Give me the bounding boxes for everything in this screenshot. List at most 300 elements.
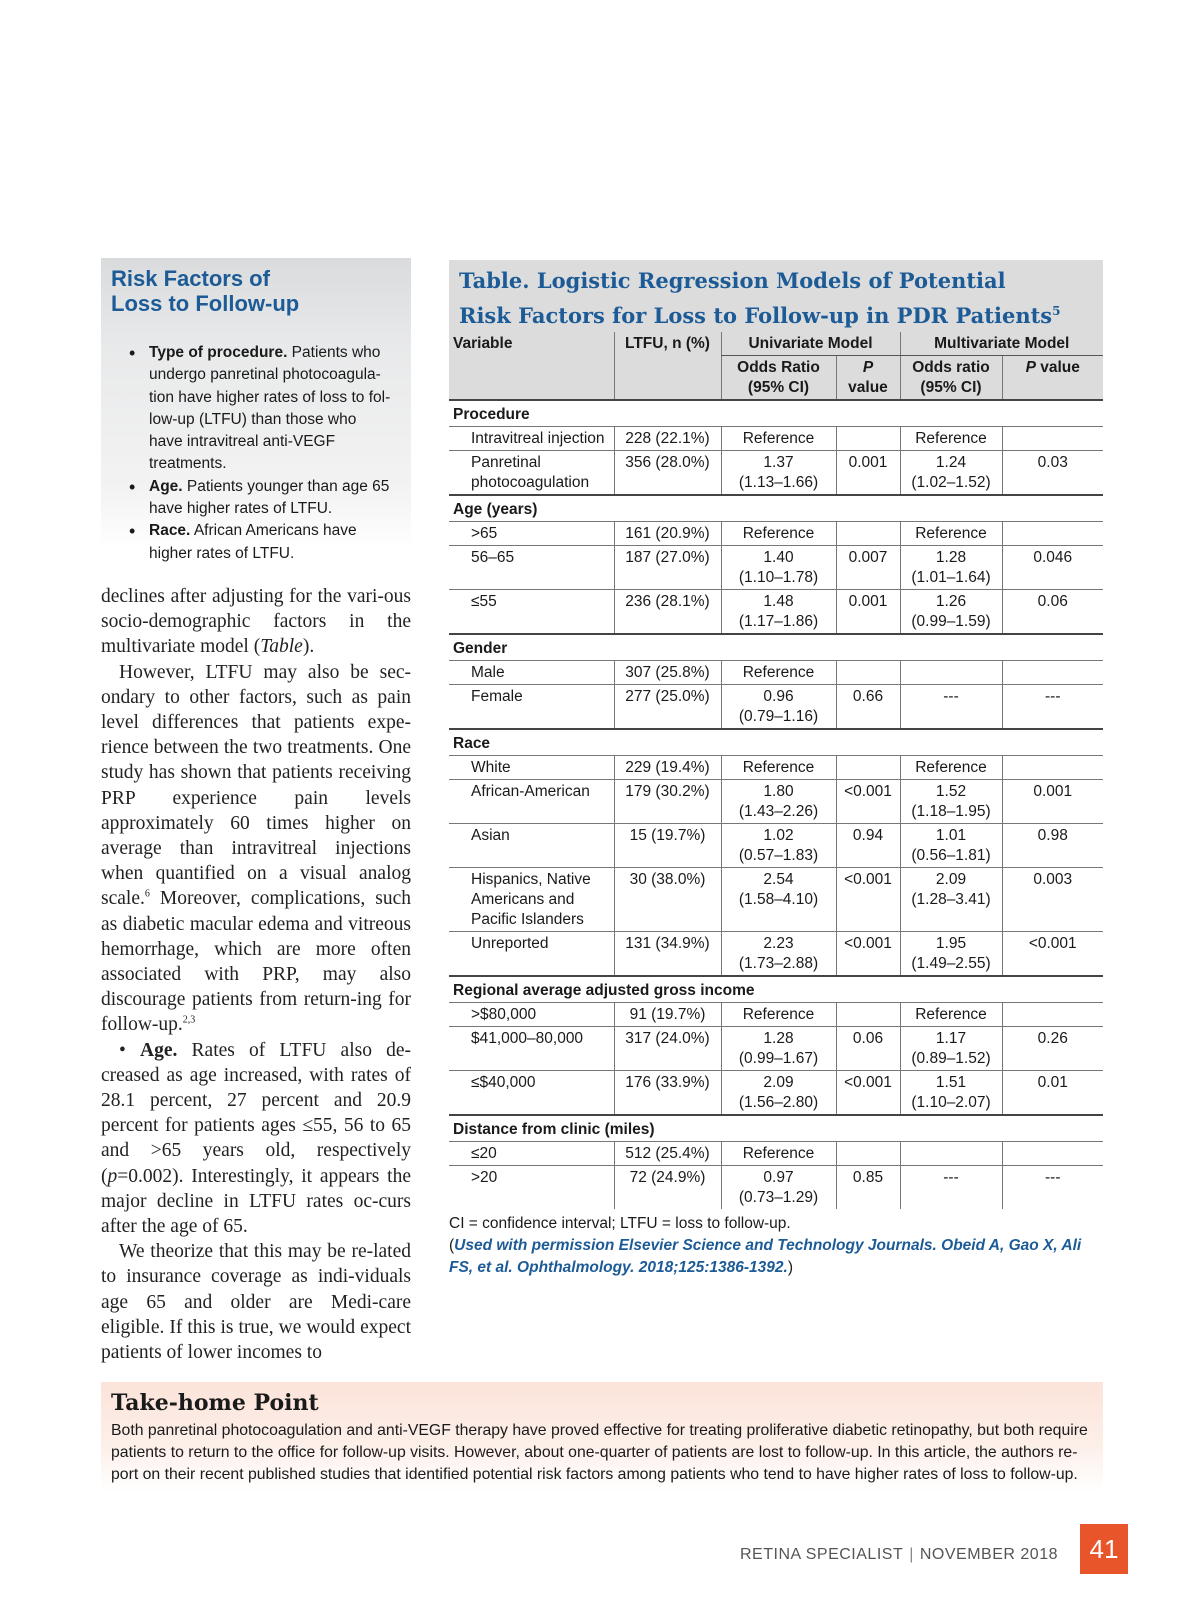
cell-p-univariate-text: 0.06 (852, 1030, 884, 1047)
cell-variable-text: Asian (471, 827, 510, 844)
cell-p-univariate-text: 0.007 (848, 549, 888, 566)
cell-odds-ratio-univariate-text: (0.57–1.83) (738, 847, 819, 864)
paragraph (101, 660, 411, 1038)
cell-p-univariate-text: 0.001 (848, 454, 888, 471)
cell-ltfu (614, 427, 721, 451)
header-text: (95% CI) (920, 379, 982, 396)
cell-p-multivariate (1002, 546, 1103, 590)
cell-odds-ratio-multivariate (900, 546, 1002, 590)
table-row (449, 824, 1103, 868)
cell-odds-ratio-multivariate-text: (0.56–1.81) (911, 847, 991, 864)
sidebar-item (129, 520, 391, 565)
cell-p-univariate (836, 756, 900, 780)
cell-p-multivariate (1002, 824, 1103, 868)
cell-odds-ratio-multivariate (900, 868, 1002, 932)
cell-odds-ratio-univariate (721, 661, 836, 685)
cell-p-univariate-text: 0.85 (852, 1169, 884, 1186)
cell-odds-ratio-univariate-text: 0.96 (763, 688, 794, 705)
text-run: However, LTFU may also be sec-ondary to other factors, such as pain level differences that patients expe-rience between the two treatments. One study has shown that patients receiving PRP experience pain levels approximately 60 times higher on average than intravitreal injections when quantified on a visual analog scale. (101, 661, 411, 910)
cell-odds-ratio-univariate (721, 1071, 836, 1116)
cell-odds-ratio-univariate (721, 590, 836, 635)
cell-odds-ratio-univariate-text: 1.02 (763, 827, 794, 844)
cell-odds-ratio-multivariate-text: 1.26 (935, 593, 967, 610)
cell-p-multivariate-text: --- (1045, 1169, 1061, 1186)
table-citation (449, 1235, 1103, 1279)
header-p-univariate (836, 356, 900, 401)
paragraph (101, 1038, 411, 1240)
header-text: (95% CI) (747, 379, 810, 396)
cell-p-univariate-text: <0.001 (844, 871, 892, 888)
table-row (449, 546, 1103, 590)
cell-odds-ratio-univariate-text: (1.58–4.10) (738, 891, 819, 908)
cell-odds-ratio-univariate-text: 1.80 (763, 783, 794, 800)
cell-p-univariate (836, 824, 900, 868)
cell-variable (449, 756, 614, 780)
cell-odds-ratio-multivariate (900, 1071, 1002, 1116)
sidebar-item-text: Patients younger than age 65 have higher rates of LTFU. (149, 477, 390, 518)
cell-variable-text: White (471, 759, 511, 776)
cell-variable-text: Male (471, 664, 505, 681)
cell-variable-text: Unreported (471, 935, 549, 952)
cell-odds-ratio-univariate (721, 756, 836, 780)
sidebar-item-heading: Age. (149, 477, 183, 495)
cell-odds-ratio-univariate-text: Reference (742, 664, 815, 681)
cell-variable-text: >20 (471, 1169, 498, 1186)
cell-ltfu (614, 780, 721, 824)
cell-ltfu (614, 932, 721, 977)
cell-p-multivariate-text: 0.03 (1037, 454, 1068, 471)
cell-odds-ratio-univariate-text: 1.37 (763, 454, 794, 471)
cell-p-multivariate-text: 0.001 (1033, 783, 1073, 800)
table-body (449, 400, 1103, 1209)
cell-odds-ratio-multivariate-text: (1.10–2.07) (911, 1094, 991, 1111)
page-footer (740, 1532, 1058, 1577)
cell-ltfu (614, 824, 721, 868)
cell-p-multivariate (1002, 522, 1103, 546)
cell-ltfu-text: 228 (22.1%) (625, 430, 710, 447)
cell-p-univariate (836, 451, 900, 496)
take-home-text: Both panretinal photocoagulation and anti-VEGF therapy have proved effective for treating proliferative diabetic retinopathy, but both require patients to return to the office for follow-up visits. However, about one-quarter of patients are lost to follow-up. In this article, the authors re-port on their recent published studies that identified potential risk factors among patients who tend to have higher rates of loss to follow-up. (111, 1422, 1088, 1483)
cell-p-multivariate (1002, 685, 1103, 730)
table-row (449, 756, 1103, 780)
cell-odds-ratio-multivariate-text: 2.09 (935, 871, 967, 888)
table-section-row (449, 729, 1103, 756)
cell-odds-ratio-univariate (721, 451, 836, 496)
table-row (449, 590, 1103, 635)
cell-p-univariate (836, 1166, 900, 1210)
cell-variable (449, 780, 614, 824)
cell-variable (449, 590, 614, 635)
table-title-line1: Table. Logistic Regression Models of Potential (459, 268, 1006, 293)
section-heading: Procedure (449, 400, 1103, 427)
cell-variable (449, 522, 614, 546)
table-section-row (449, 976, 1103, 1003)
cell-p-multivariate (1002, 1142, 1103, 1166)
section-heading: Race (449, 729, 1103, 756)
cell-ltfu-text: 317 (24.0%) (625, 1030, 710, 1047)
cell-odds-ratio-univariate (721, 1142, 836, 1166)
cell-variable (449, 1071, 614, 1116)
cell-p-univariate-text: 0.94 (852, 827, 884, 844)
cell-odds-ratio-univariate-text: 2.54 (763, 871, 794, 888)
cell-variable-text: ≤20 (471, 1145, 497, 1162)
cell-odds-ratio-univariate (721, 685, 836, 730)
sidebar-item (129, 476, 391, 521)
cell-p-multivariate-text: 0.06 (1037, 593, 1068, 610)
cell-odds-ratio-multivariate-text: --- (943, 688, 959, 705)
cell-ltfu-text: 187 (27.0%) (625, 549, 710, 566)
cell-odds-ratio-multivariate-text: --- (943, 1169, 959, 1186)
cell-ltfu (614, 685, 721, 730)
table-row (449, 1027, 1103, 1071)
cell-ltfu (614, 522, 721, 546)
cell-ltfu-text: 15 (19.7%) (629, 827, 706, 844)
cell-ltfu (614, 546, 721, 590)
cell-p-multivariate (1002, 661, 1103, 685)
table-row (449, 780, 1103, 824)
table-title-line2: Risk Factors for Loss to Follow-up in PDR Patients (459, 303, 1053, 328)
cell-odds-ratio-univariate-text: Reference (742, 1145, 815, 1162)
citation-text: Used with permission Elsevier Science and Technology Journals. Obeid A, Gao X, Ali FS, et al. Ophthalmology. 2018;125:1386-1392. (449, 1237, 1082, 1276)
cell-variable (449, 546, 614, 590)
cell-odds-ratio-multivariate (900, 1142, 1002, 1166)
cell-p-univariate (836, 932, 900, 977)
table-row (449, 522, 1103, 546)
paragraph (101, 584, 411, 660)
cell-ltfu-text: 91 (19.7%) (629, 1006, 706, 1023)
section-heading: Age (years) (449, 495, 1103, 522)
cell-p-multivariate-text: 0.26 (1037, 1030, 1068, 1047)
cell-p-univariate (836, 427, 900, 451)
text-heading: Age. (140, 1039, 178, 1061)
cell-odds-ratio-multivariate-text: 1.51 (935, 1074, 967, 1091)
cell-odds-ratio-multivariate-text: 1.24 (935, 454, 967, 471)
cell-odds-ratio-multivariate-text: (1.01–1.64) (911, 569, 991, 586)
cell-odds-ratio-multivariate (900, 824, 1002, 868)
cell-p-multivariate-text: 0.046 (1033, 549, 1073, 566)
cell-p-multivariate (1002, 1166, 1103, 1210)
cell-p-univariate-text: <0.001 (844, 783, 892, 800)
table-section-row (449, 634, 1103, 661)
cell-odds-ratio-multivariate-text: (0.99–1.59) (911, 613, 991, 630)
cell-ltfu (614, 1071, 721, 1116)
table-row (449, 685, 1103, 730)
table-section-row (449, 495, 1103, 522)
cell-odds-ratio-multivariate-text: 1.01 (935, 827, 967, 844)
cell-odds-ratio-multivariate (900, 780, 1002, 824)
cell-odds-ratio-univariate (721, 824, 836, 868)
cell-p-multivariate-text: 0.003 (1033, 871, 1073, 888)
citation-superscript: 5 (1052, 304, 1061, 318)
table-row (449, 661, 1103, 685)
sidebar-title-line2: Loss to Follow-up (111, 291, 300, 316)
cell-p-multivariate (1002, 932, 1103, 977)
cell-p-univariate (836, 780, 900, 824)
cell-odds-ratio-multivariate (900, 451, 1002, 496)
header-text: value (848, 379, 888, 396)
cell-ltfu (614, 1166, 721, 1210)
cell-odds-ratio-multivariate (900, 522, 1002, 546)
cell-p-univariate (836, 590, 900, 635)
bullet: • (119, 1039, 140, 1061)
cell-ltfu (614, 1142, 721, 1166)
cell-p-univariate-text: 0.001 (848, 593, 888, 610)
table-row (449, 1003, 1103, 1027)
issue-date: NOVEMBER 2018 (919, 1546, 1058, 1563)
cell-ltfu (614, 1027, 721, 1071)
cell-odds-ratio-univariate-text: (1.13–1.66) (738, 474, 819, 491)
cell-variable-text: Panretinal photocoagulation (471, 454, 590, 491)
cell-p-univariate-text: <0.001 (844, 935, 892, 952)
cell-odds-ratio-univariate-text: (1.56–2.80) (738, 1094, 819, 1111)
cell-p-univariate (836, 868, 900, 932)
cell-variable (449, 685, 614, 730)
cell-odds-ratio-multivariate-text: 1.17 (935, 1030, 967, 1047)
cell-p-univariate (836, 685, 900, 730)
cell-p-univariate-text: <0.001 (844, 1074, 892, 1091)
page-number: 41 (1080, 1524, 1128, 1574)
take-home-box (101, 1382, 1103, 1492)
sidebar-item-heading: Type of procedure. (149, 344, 288, 361)
cell-odds-ratio-univariate-text: (1.73–2.88) (738, 955, 819, 972)
cell-variable-text: Hispanics, Native Americans and Pacific Islanders (471, 871, 591, 928)
cell-p-univariate (836, 522, 900, 546)
cell-variable-text: >$80,000 (471, 1006, 537, 1023)
cell-ltfu (614, 451, 721, 496)
cell-odds-ratio-univariate-text: 1.40 (763, 549, 794, 566)
cell-ltfu-text: 161 (20.9%) (625, 525, 710, 542)
cell-ltfu-text: 229 (19.4%) (625, 759, 710, 776)
sidebar-title (111, 266, 401, 316)
cell-variable (449, 868, 614, 932)
citation-superscript: 2,3 (182, 1014, 196, 1026)
cell-variable-text: >65 (471, 525, 498, 542)
paren: ) (787, 1259, 794, 1276)
cell-variable (449, 451, 614, 496)
cell-odds-ratio-multivariate (900, 932, 1002, 977)
cell-ltfu-text: 277 (25.0%) (625, 688, 710, 705)
header-text: P (1025, 359, 1036, 376)
cell-variable-text: Intravitreal injection (471, 430, 605, 447)
table-header-row (449, 332, 1103, 356)
cell-p-multivariate-text: 0.98 (1037, 827, 1068, 844)
sidebar-title-line1: Risk Factors of (111, 266, 270, 291)
cell-p-univariate (836, 1071, 900, 1116)
cell-variable (449, 1166, 614, 1210)
cell-odds-ratio-univariate (721, 427, 836, 451)
section-heading: Gender (449, 634, 1103, 661)
cell-odds-ratio-multivariate (900, 1166, 1002, 1210)
table-row (449, 451, 1103, 496)
cell-odds-ratio-univariate (721, 546, 836, 590)
header-ltfu: LTFU, n (%) (614, 332, 721, 400)
cell-p-multivariate (1002, 868, 1103, 932)
header-text: Odds ratio (912, 359, 990, 376)
cell-ltfu-text: 179 (30.2%) (625, 783, 710, 800)
cell-odds-ratio-univariate (721, 868, 836, 932)
cell-odds-ratio-univariate-text: 0.97 (763, 1169, 794, 1186)
header-odds-ratio-univariate (721, 356, 836, 401)
cell-odds-ratio-univariate (721, 1003, 836, 1027)
cell-odds-ratio-univariate (721, 932, 836, 977)
cell-p-multivariate (1002, 1071, 1103, 1116)
sidebar-item-text: African Americans have higher rates of LTFU. (149, 522, 357, 562)
header-odds-ratio-multivariate (900, 356, 1002, 401)
table-section-row (449, 1115, 1103, 1142)
cell-variable (449, 1142, 614, 1166)
cell-odds-ratio-univariate-text: 2.09 (763, 1074, 794, 1091)
header-variable: Variable (449, 332, 614, 400)
cell-ltfu-text: 236 (28.1%) (625, 593, 710, 610)
cell-odds-ratio-univariate (721, 780, 836, 824)
cell-p-multivariate (1002, 1003, 1103, 1027)
header-univariate: Univariate Model (721, 332, 900, 356)
cell-odds-ratio-multivariate-text: 1.52 (935, 783, 967, 800)
sidebar-box (101, 258, 411, 562)
p-symbol: p (107, 1165, 118, 1187)
cell-p-multivariate-text: 0.01 (1037, 1074, 1068, 1091)
text-run: Rates of LTFU also de-creased as age increased, with rates of 28.1 percent, 27 percent and 20.9 percent for patients ages ≤55, 56 to 65 and >65 years old, respectively ( (101, 1039, 412, 1187)
cell-ltfu-text: 512 (25.4%) (625, 1145, 710, 1162)
cell-odds-ratio-univariate-text: Reference (742, 759, 815, 776)
cell-ltfu-text: 307 (25.8%) (625, 664, 710, 681)
regression-table-figure (449, 260, 1103, 1279)
header-p-multivariate (1002, 356, 1103, 401)
cell-odds-ratio-multivariate-text: (1.49–2.55) (911, 955, 991, 972)
cell-odds-ratio-multivariate-text: Reference (915, 430, 987, 447)
regression-table (449, 332, 1103, 1209)
cell-odds-ratio-univariate-text: 2.23 (763, 935, 794, 952)
sidebar-item-heading: Race. (149, 522, 191, 540)
cell-p-multivariate (1002, 451, 1103, 496)
take-home-title: Take-home Point (111, 1390, 319, 1416)
cell-variable (449, 932, 614, 977)
citation-superscript: 6 (144, 888, 150, 900)
cell-odds-ratio-multivariate (900, 427, 1002, 451)
cell-ltfu-text: 356 (28.0%) (625, 454, 710, 471)
table-row (449, 1142, 1103, 1166)
cell-odds-ratio-multivariate-text: Reference (915, 525, 987, 542)
table-title-line2-wrap (459, 296, 1093, 331)
text-run: Moreover, complications, such as diabetic macular edema and vitreous hemorrhage, which are more often associated with PRP, may also discourage patients from return-ing for follow-up. (101, 888, 411, 1036)
cell-ltfu (614, 1003, 721, 1027)
cell-odds-ratio-univariate-text: (1.43–2.26) (738, 803, 819, 820)
text-run: declines after adjusting for the vari-ous socio-demographic factors in the multivariate model ( (101, 586, 411, 658)
cell-variable-text: African-American (471, 783, 590, 800)
cell-odds-ratio-multivariate-text: 1.28 (935, 549, 967, 566)
cell-p-univariate (836, 1027, 900, 1071)
section-heading: Distance from clinic (miles) (449, 1115, 1103, 1142)
header-text: P (862, 359, 874, 376)
cell-odds-ratio-multivariate (900, 756, 1002, 780)
table-row (449, 932, 1103, 977)
cell-variable-text: Female (471, 688, 523, 705)
cell-odds-ratio-multivariate (900, 685, 1002, 730)
cell-p-multivariate (1002, 756, 1103, 780)
cell-odds-ratio-univariate-text: (1.17–1.86) (738, 613, 819, 630)
text-run: ). (302, 636, 315, 658)
table-row (449, 1166, 1103, 1210)
cell-variable (449, 427, 614, 451)
header-multivariate: Multivariate Model (900, 332, 1103, 356)
publication-name: RETINA SPECIALIST (740, 1546, 904, 1563)
cell-odds-ratio-multivariate-text: Reference (915, 1006, 987, 1023)
cell-odds-ratio-multivariate-text: (1.28–3.41) (911, 891, 991, 908)
cell-odds-ratio-univariate-text: 1.28 (763, 1030, 794, 1047)
cell-ltfu-text: 176 (33.9%) (625, 1074, 710, 1091)
cell-odds-ratio-multivariate-text: 1.95 (935, 935, 967, 952)
cell-p-univariate (836, 1003, 900, 1027)
section-heading: Regional average adjusted gross income (449, 976, 1103, 1003)
cell-p-multivariate (1002, 590, 1103, 635)
cell-odds-ratio-univariate-text: Reference (742, 430, 815, 447)
cell-p-multivariate (1002, 780, 1103, 824)
cell-odds-ratio-multivariate (900, 590, 1002, 635)
cell-odds-ratio-multivariate (900, 661, 1002, 685)
cell-odds-ratio-univariate-text: (0.79–1.16) (738, 708, 819, 725)
footer-separator: | (909, 1546, 914, 1563)
table-footnote: CI = confidence interval; LTFU = loss to follow-up. (449, 1215, 791, 1232)
cell-p-univariate (836, 1142, 900, 1166)
cell-odds-ratio-multivariate-text: (1.18–1.95) (911, 803, 991, 820)
cell-odds-ratio-univariate-text: Reference (742, 525, 815, 542)
cell-ltfu-text: 131 (34.9%) (625, 935, 710, 952)
cell-odds-ratio-univariate (721, 522, 836, 546)
cell-ltfu (614, 756, 721, 780)
cell-odds-ratio-multivariate-text: (1.02–1.52) (911, 474, 991, 491)
cell-odds-ratio-univariate (721, 1027, 836, 1071)
cell-p-multivariate-text: --- (1045, 688, 1061, 705)
header-text: Odds Ratio (737, 359, 820, 376)
cell-p-multivariate (1002, 1027, 1103, 1071)
cell-odds-ratio-multivariate (900, 1027, 1002, 1071)
sidebar-item (129, 342, 391, 476)
cell-variable-text: $41,000–80,000 (471, 1030, 584, 1047)
cell-odds-ratio-multivariate-text: (0.89–1.52) (911, 1050, 991, 1067)
cell-odds-ratio-univariate-text: Reference (742, 1006, 815, 1023)
cell-p-univariate (836, 661, 900, 685)
paragraph: We theorize that this may be re-lated to insurance coverage as indi-viduals age 65 and older are Medi-care eligible. If this is true, we would expect patients of lower incomes to (101, 1241, 411, 1364)
cell-odds-ratio-univariate-text: (1.10–1.78) (738, 569, 819, 586)
sidebar-item-text: Patients who undergo panretinal photocoagula-tion have higher rates of loss to fol-low-up (LTFU) than those who have intravitreal anti-VEGF treatments. (149, 344, 391, 473)
cell-variable (449, 1003, 614, 1027)
cell-odds-ratio-multivariate-text: Reference (915, 759, 987, 776)
cell-p-univariate (836, 546, 900, 590)
table-row (449, 868, 1103, 932)
cell-ltfu (614, 590, 721, 635)
cell-ltfu (614, 868, 721, 932)
cell-variable (449, 824, 614, 868)
cell-variable (449, 1027, 614, 1071)
cell-odds-ratio-univariate-text: (0.99–1.67) (738, 1050, 819, 1067)
cell-p-multivariate-text: <0.001 (1028, 935, 1077, 952)
table-reference: Table (260, 636, 303, 658)
cell-variable-text: ≤55 (471, 593, 497, 610)
paren: ( (449, 1237, 455, 1254)
table-title (449, 260, 1103, 332)
cell-ltfu-text: 30 (38.0%) (629, 871, 706, 888)
text-run: =0.002). Interestingly, it appears the major decline in LTFU rates oc-curs after the age of 65. (101, 1165, 411, 1238)
cell-p-univariate-text: 0.66 (852, 688, 884, 705)
cell-odds-ratio-univariate (721, 1166, 836, 1210)
cell-variable (449, 661, 614, 685)
cell-odds-ratio-multivariate (900, 1003, 1002, 1027)
cell-p-multivariate (1002, 427, 1103, 451)
cell-ltfu (614, 661, 721, 685)
table-section-row (449, 400, 1103, 427)
article-body (101, 584, 411, 1365)
cell-odds-ratio-univariate-text: 1.48 (763, 593, 794, 610)
